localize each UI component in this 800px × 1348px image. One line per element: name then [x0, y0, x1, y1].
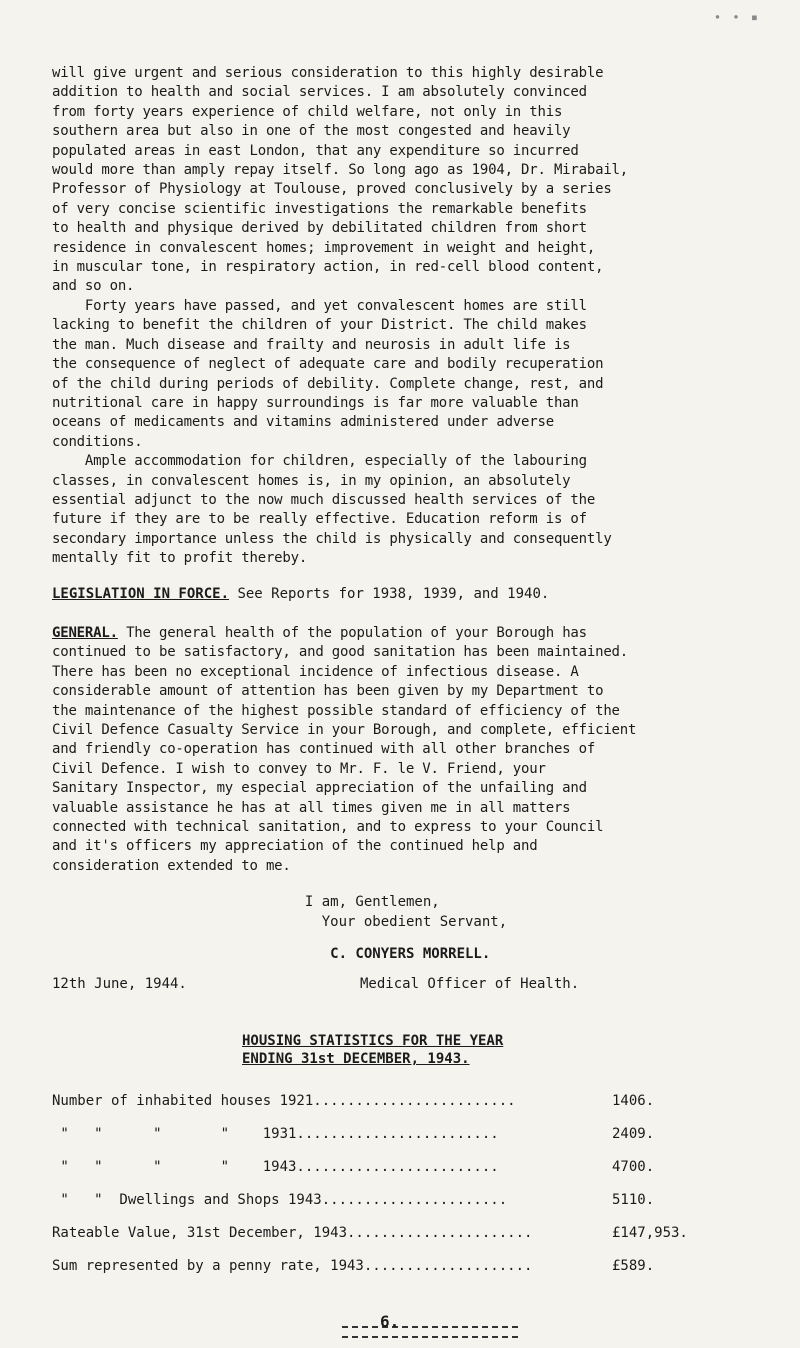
general-section [52, 624, 800, 876]
page-number: 6. [380, 1312, 400, 1331]
general-text: The general health of the population of your Borough has continued to be satisfactory, and good sanitation has been maintained. There has been no exceptional incidence of infectious disease. A considerable amount of attention has been given by my Department to the maintenance of the highest possible standard of efficiency of the Civil Defence Casualty Service in your Borough, and complete, efficient and friendly co-operation has continued with all other branches of Civil Defence. I wish to convey to Mr. F. le V. Friend, your Sanitary Inspector, my especial appreciation of the unfailing and valuable assistance he has at all times given me in all matters connected with technical sanitation, and to express to your Council and it's officers my appreciation of the continued help and consideration extended to me. [52, 624, 637, 874]
housing-stats-title [52, 1032, 800, 1068]
stat-value: 1406. [612, 1092, 655, 1109]
stat-row [52, 1249, 800, 1282]
stat-row [52, 1150, 800, 1183]
general-heading: GENERAL. [52, 624, 118, 641]
stat-label: " " " " 1931........................ [52, 1125, 499, 1142]
stat-value: 4700. [612, 1158, 655, 1175]
stat-value: £147,953. [612, 1224, 688, 1241]
section-separator [342, 1326, 518, 1338]
stat-value: 2409. [612, 1125, 655, 1142]
stat-label: " " " " 1943........................ [52, 1158, 499, 1175]
paragraph-forty-years: Forty years have passed, and yet convalescent homes are still lacking to benefit the children of your District. The child makes the man. Much disease and frailty and neurosis in adult life is the consequence of neglect of adequate care and bodily recuperation of the child during periods of debility. Complete change, rest, and nutritional care in happy surroundings is far more valuable than oceans of medicaments and vitamins administered under adverse conditions. [52, 297, 604, 450]
date-officer-line [52, 976, 752, 992]
paragraph-ample-accommodation: Ample accommodation for children, especially of the labouring classes, in convalescent homes is, in my opinion, an absolutely essential adjunct to the now much discussed health services of the future if they are to be really effective. Education reform is of secondary importance unless the child is physically and consequently mentally fit to profit thereby. [52, 453, 612, 567]
stat-label: " " Dwellings and Shops 1943...................... [52, 1191, 508, 1208]
legislation-heading: LEGISLATION IN FORCE. [52, 585, 230, 602]
housing-stats-title-line1: HOUSING STATISTICS FOR THE YEAR [242, 1033, 504, 1050]
stat-row [52, 1117, 800, 1150]
housing-stats-table [52, 1084, 800, 1282]
stat-value: £589. [612, 1257, 655, 1274]
officer-title: Medical Officer of Health. [360, 976, 580, 993]
closing-salutation: I am, Gentlemen, Your obedient Servant, [304, 894, 508, 931]
stat-value: 5110. [612, 1191, 655, 1208]
housing-stats-title-line2: ENDING 31st DECEMBER, 1943. [242, 1051, 470, 1068]
stat-label: Rateable Value, 31st December, 1943...................... [52, 1224, 533, 1241]
stat-row [52, 1183, 800, 1216]
paragraph-intro: will give urgent and serious consideration to this highly desirable addition to health and social services. I am absolutely convinced from forty years experience of child welfare, not only in this southern area but also in one of the most congested and heavily populated areas in east London, that any expenditure so incurred would more than amply repay itself. So long ago as 1904, Dr. Mirabail, Professor of Physiology at Toulouse, proved conclusively by a series of very concise scientific investigations the remarkable benefits to health and physique derived by debilitated children from short residence in convalescent homes; improvement in weight and height, in muscular tone, in respiratory action, in red-cell blood content, and so on. [52, 65, 629, 295]
stat-row [52, 1216, 800, 1249]
stat-label: Sum represented by a penny rate, 1943.................... [52, 1257, 533, 1274]
stat-label: Number of inhabited houses 1921........................ [52, 1092, 516, 1109]
letter-date: 12th June, 1944. [52, 976, 187, 993]
legislation-text: See Reports for 1938, 1939, and 1940. [229, 585, 550, 602]
signature-name: C. CONYERS MORRELL. [52, 946, 491, 963]
corner-mark: ∙ ∙ ▪ [713, 10, 760, 24]
stat-row [52, 1084, 800, 1117]
legislation-section [52, 585, 800, 604]
